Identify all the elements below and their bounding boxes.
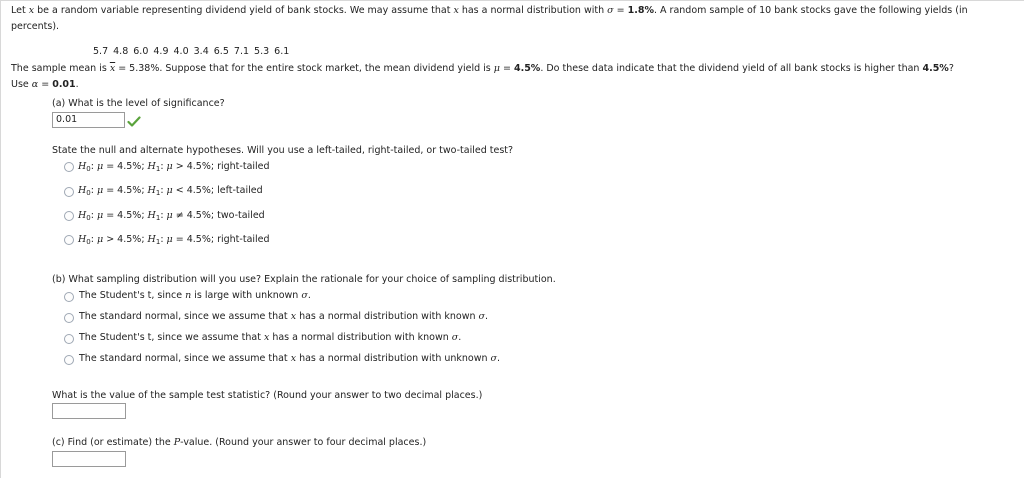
text: H	[78, 161, 87, 172]
significance-input[interactable]: 0.01	[52, 112, 125, 128]
text: .	[485, 311, 489, 322]
text: 0	[86, 214, 91, 222]
text: > 4.5%; right-tailed	[172, 161, 270, 172]
mu-symbol: μ	[97, 161, 104, 172]
distribution-option-4-label[interactable]	[79, 353, 500, 365]
text: 0	[86, 189, 91, 197]
text: . Do these data indicate that the dividend yield of all bank stocks is higher than	[540, 63, 923, 74]
text: The standard normal, since we assume that	[79, 353, 291, 364]
text: 1	[155, 214, 161, 222]
text: The Student's t, since we assume that	[79, 332, 264, 343]
sigma-symbol: σ	[490, 353, 498, 364]
var-x: x	[453, 5, 459, 16]
text: .	[497, 353, 501, 364]
problem-intro-line1	[11, 5, 968, 17]
problem-mean-line	[11, 63, 954, 75]
distribution-radio-1[interactable]	[64, 292, 74, 302]
text: :	[160, 161, 167, 172]
hypothesis-option-2-label[interactable]	[78, 185, 263, 199]
text: 0	[86, 238, 91, 246]
text: =	[613, 5, 628, 16]
text: = 5.38%. Suppose that for the entire stock market, the mean dividend yield is	[115, 63, 494, 74]
sigma-value: 1.8%	[627, 5, 654, 16]
hypothesis-option-1-label[interactable]	[78, 161, 270, 175]
var-p: P	[173, 437, 181, 448]
mu-symbol: μ	[166, 210, 173, 221]
distribution-radio-3[interactable]	[64, 334, 74, 344]
hypothesis-radio-3[interactable]	[64, 211, 74, 221]
test-statistic-input[interactable]	[52, 403, 126, 419]
var-x: x	[263, 332, 270, 343]
sample-data-values: 5.7 4.8 6.0 4.9 4.0 3.4 6.5 7.1 5.3 6.1	[93, 46, 290, 57]
text: H	[147, 210, 156, 221]
text: (c) Find (or estimate) the	[52, 437, 174, 448]
hypothesis-radio-4[interactable]	[64, 235, 74, 245]
text: The sample mean is	[11, 63, 110, 74]
text: .	[75, 79, 79, 90]
distribution-option-2-label[interactable]	[79, 311, 488, 323]
mu-symbol: μ	[166, 234, 173, 245]
sigma-symbol: σ	[301, 290, 308, 301]
text: = 4.5%; right-tailed	[172, 234, 270, 245]
sigma-symbol: σ	[607, 5, 614, 16]
test-statistic-question: What is the value of the sample test statistic? (Round your answer to two decimal places.)	[52, 390, 483, 401]
hypothesis-radio-1[interactable]	[64, 162, 74, 172]
problem-alpha-line	[11, 79, 79, 91]
text: .	[307, 290, 311, 301]
text: = 4.5%;	[103, 161, 148, 172]
var-n: n	[185, 290, 192, 301]
sigma-symbol: σ	[451, 332, 459, 343]
distribution-radio-4[interactable]	[64, 355, 74, 365]
x-bar-symbol: $\overline{x}$	[109, 63, 116, 74]
text: H	[78, 210, 87, 221]
mu-symbol: μ	[97, 185, 104, 196]
text: = 4.5%;	[103, 210, 148, 221]
mu-symbol: μ	[166, 161, 173, 172]
text: H	[78, 185, 87, 196]
part-c-question	[52, 437, 426, 449]
text: . A random sample of 10 bank stocks gave the following yields (in	[653, 5, 968, 16]
check-icon	[127, 116, 141, 127]
text: Let	[11, 5, 29, 16]
text: :	[160, 234, 167, 245]
text: H	[78, 234, 87, 245]
text: has a normal distribution with	[458, 5, 608, 16]
text: is large with unknown	[191, 290, 302, 301]
mu-value: 4.5%	[513, 63, 541, 74]
text: ?	[948, 63, 954, 74]
text: = 4.5%;	[103, 185, 148, 196]
text: 1	[155, 189, 161, 197]
comparison-value: 4.5%	[922, 63, 949, 74]
text: =	[499, 63, 514, 74]
text: The Student's t, since	[79, 290, 186, 301]
hypothesis-option-4-label[interactable]	[78, 234, 270, 248]
text: has a normal distribution with known	[296, 311, 479, 322]
text: :	[90, 210, 97, 221]
text: H	[147, 234, 156, 245]
part-b-question: (b) What sampling distribution will you use? Explain the rationale for your choice of sampling distribution.	[52, 274, 556, 285]
mu-symbol: μ	[166, 185, 173, 196]
var-x: x	[28, 5, 35, 16]
text: 1	[155, 238, 161, 246]
sigma-symbol: σ	[478, 311, 486, 322]
text: -value. (Round your answer to four decimal places.)	[180, 437, 427, 448]
text: H	[147, 185, 156, 196]
text: :	[90, 161, 97, 172]
text: has a normal distribution with unknown	[296, 353, 491, 364]
text: > 4.5%;	[103, 234, 148, 245]
text: =	[38, 79, 53, 90]
problem-intro-line2: percents).	[11, 21, 60, 32]
p-value-input[interactable]	[52, 451, 126, 467]
hypothesis-option-3-label[interactable]	[78, 210, 265, 224]
mu-symbol: μ	[493, 63, 500, 74]
part-a-question: (a) What is the level of significance?	[52, 98, 225, 109]
distribution-option-3-label[interactable]	[79, 332, 461, 344]
distribution-radio-2[interactable]	[64, 313, 74, 323]
text: 0	[86, 165, 91, 173]
var-x: x	[290, 311, 297, 322]
text: be a random variable representing dividend yield of bank stocks. We may assume that	[34, 5, 454, 16]
text: 1	[155, 165, 161, 173]
text: Use	[11, 79, 32, 90]
text: :	[160, 185, 167, 196]
text: .	[458, 332, 462, 343]
text: < 4.5%; left-tailed	[172, 185, 263, 196]
text: The standard normal, since we assume that	[79, 311, 291, 322]
distribution-option-1-label[interactable]	[79, 290, 311, 302]
mu-symbol: μ	[97, 234, 104, 245]
mu-symbol: μ	[97, 210, 104, 221]
text: :	[90, 234, 97, 245]
text: H	[147, 161, 156, 172]
text: has a normal distribution with known	[269, 332, 452, 343]
text: :	[90, 185, 97, 196]
alpha-value: 0.01	[52, 79, 76, 90]
alpha-symbol: α	[31, 79, 39, 90]
hypothesis-radio-2[interactable]	[64, 187, 74, 197]
text: :	[160, 210, 167, 221]
text: ≠ 4.5%; two-tailed	[172, 210, 265, 221]
var-x: x	[290, 353, 297, 364]
hypotheses-question: State the null and alternate hypotheses. Will you use a left-tailed, right-tailed, or two-tailed test?	[52, 145, 514, 156]
